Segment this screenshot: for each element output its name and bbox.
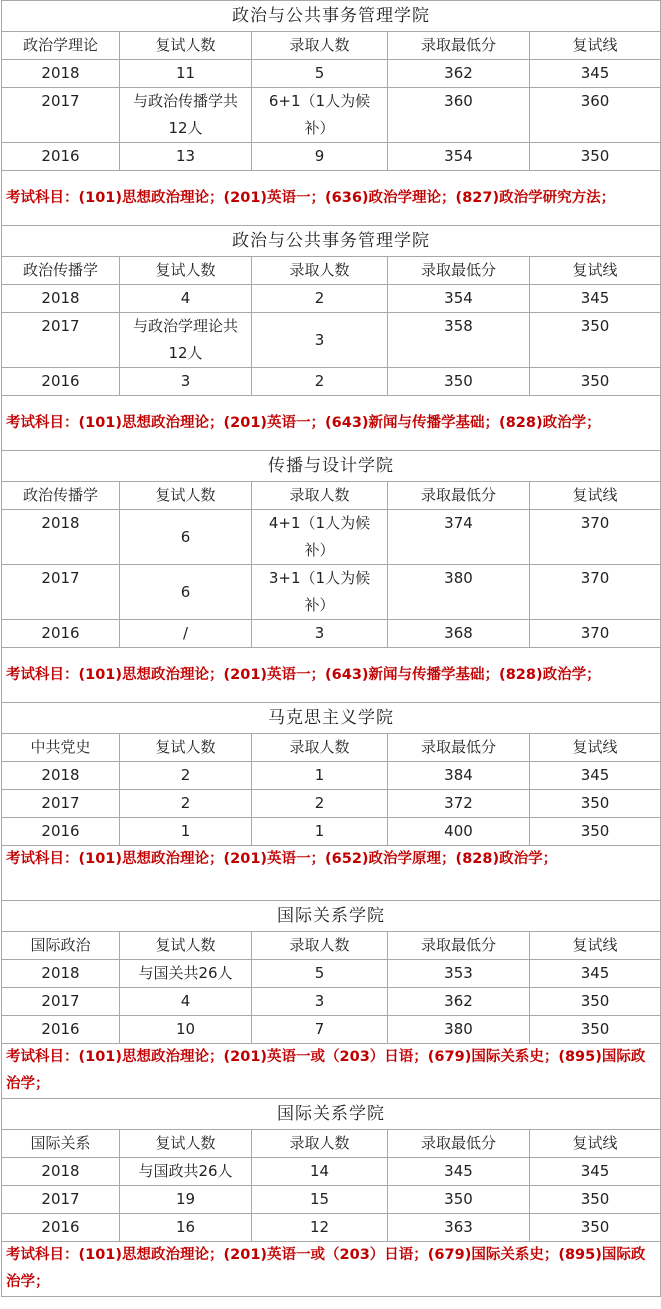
cell-text: 15 (309, 1190, 330, 1208)
data-cell (120, 285, 252, 313)
cell-text: 358 (444, 317, 473, 335)
cell-text: 1 (180, 822, 191, 840)
cell-text: 368 (444, 624, 473, 642)
college-title: 国际关系学院 (2, 1099, 661, 1130)
major-name-header: 政治传播学 (2, 257, 120, 285)
cell-text: 2 (314, 289, 325, 307)
cell-text: 6 (180, 582, 191, 601)
data-cell (252, 790, 388, 818)
data-cell (530, 368, 661, 396)
cell-text: 400 (444, 822, 473, 840)
data-cell (252, 1186, 388, 1214)
section-title-row (2, 451, 661, 482)
year-cell (2, 565, 120, 620)
cell-text: 6 (180, 527, 191, 546)
data-cell (252, 1016, 388, 1044)
cell-text: 7 (314, 1020, 325, 1038)
data-cell (120, 510, 252, 565)
cell-text: 345 (580, 1162, 610, 1180)
cell-text: 2016 (41, 1218, 80, 1236)
cell-text: 384 (444, 766, 473, 784)
year-cell (2, 313, 120, 368)
data-cell (530, 510, 661, 565)
cell-text: 13 (175, 147, 196, 165)
cell-text: 4+1（1人为候补） (268, 514, 371, 559)
data-cell (388, 510, 530, 565)
cell-text: 2017 (41, 794, 80, 812)
cell-text: 345 (580, 766, 610, 784)
cell-text: 2018 (41, 766, 80, 784)
exam-subjects-note: 考试科目：(101)思想政治理论；(201)英语一；(636)政治学理论；(827)政治学研究方法； (2, 171, 661, 226)
data-cell (530, 960, 661, 988)
cell-text: 360 (580, 92, 610, 110)
cell-text: 353 (444, 964, 473, 982)
data-cell (120, 88, 252, 143)
table-row (2, 143, 661, 171)
data-cell (530, 1186, 661, 1214)
data-cell (388, 790, 530, 818)
data-cell (388, 960, 530, 988)
column-header: 录取人数 (252, 932, 388, 960)
table-row (2, 818, 661, 846)
data-cell (388, 1016, 530, 1044)
cell-text: 374 (444, 514, 473, 532)
table-row (2, 565, 661, 620)
data-cell (252, 285, 388, 313)
cell-text: 345 (580, 289, 610, 307)
data-cell (252, 988, 388, 1016)
data-cell (388, 313, 530, 368)
cell-text: 3 (180, 372, 191, 390)
table-row (2, 1158, 661, 1186)
cell-text: 10 (175, 1020, 196, 1038)
column-header: 复试人数 (120, 1130, 252, 1158)
data-cell (530, 88, 661, 143)
data-cell (120, 1016, 252, 1044)
cell-text: 372 (444, 794, 473, 812)
cell-text: 2 (180, 766, 191, 784)
data-cell (388, 88, 530, 143)
cell-text: 16 (175, 1218, 196, 1236)
data-cell (252, 510, 388, 565)
data-cell (530, 285, 661, 313)
data-cell (530, 143, 661, 171)
college-title: 政治与公共事务管理学院 (2, 226, 661, 257)
cell-text: 350 (580, 317, 610, 335)
column-header: 复试线 (530, 734, 661, 762)
data-cell (388, 143, 530, 171)
major-name-header: 中共党史 (2, 734, 120, 762)
table-row (2, 988, 661, 1016)
header-row (2, 932, 661, 960)
table-row (2, 620, 661, 648)
major-name-header: 国际政治 (2, 932, 120, 960)
college-title: 国际关系学院 (2, 901, 661, 932)
cell-text: 2017 (41, 317, 80, 335)
table-row (2, 1016, 661, 1044)
data-cell (388, 988, 530, 1016)
header-row (2, 257, 661, 285)
cell-text: 5 (314, 964, 325, 982)
table-row (2, 285, 661, 313)
column-header: 复试人数 (120, 257, 252, 285)
cell-text: 345 (580, 964, 610, 982)
data-cell (530, 565, 661, 620)
cell-text: 362 (444, 992, 473, 1010)
cell-text: 12 (309, 1218, 330, 1236)
cell-text: 与政治传播学共12人 (132, 92, 238, 137)
section-title-row (2, 226, 661, 257)
year-cell (2, 1214, 120, 1242)
cell-text: 6+1（1人为候补） (268, 92, 371, 137)
table-row (2, 368, 661, 396)
data-cell (388, 285, 530, 313)
cell-text: 14 (309, 1162, 330, 1180)
data-cell (252, 620, 388, 648)
cell-text: 350 (580, 794, 610, 812)
cell-text: 3 (314, 330, 325, 349)
cell-text: 2 (314, 794, 325, 812)
data-cell (530, 1016, 661, 1044)
cell-text: 345 (580, 64, 610, 82)
cell-text: 363 (444, 1218, 473, 1236)
admission-table (1, 0, 661, 1297)
table-row (2, 88, 661, 143)
exam-subjects-row (2, 648, 661, 703)
data-cell (388, 762, 530, 790)
data-cell (530, 60, 661, 88)
cell-text: 2018 (41, 514, 80, 532)
cell-text: 350 (580, 992, 610, 1010)
year-cell (2, 1186, 120, 1214)
cell-text: 2016 (41, 372, 80, 390)
column-header: 复试线 (530, 932, 661, 960)
year-cell (2, 60, 120, 88)
cell-text: 354 (444, 147, 473, 165)
cell-text: 4 (180, 289, 191, 307)
data-cell (388, 565, 530, 620)
data-cell (530, 1214, 661, 1242)
column-header: 复试人数 (120, 482, 252, 510)
cell-text: 350 (580, 1218, 610, 1236)
major-name-header: 国际关系 (2, 1130, 120, 1158)
college-title: 政治与公共事务管理学院 (2, 1, 661, 32)
table-row (2, 762, 661, 790)
header-row (2, 1130, 661, 1158)
cell-text: 350 (580, 1020, 610, 1038)
cell-text: 5 (314, 64, 325, 82)
section-title-row (2, 901, 661, 932)
cell-text: 1 (314, 766, 325, 784)
data-cell (120, 790, 252, 818)
cell-text: 350 (580, 822, 610, 840)
cell-text: 11 (175, 64, 196, 82)
table-row (2, 60, 661, 88)
data-cell (388, 60, 530, 88)
column-header: 录取最低分 (388, 257, 530, 285)
exam-subjects-note: 考试科目：(101)思想政治理论；(201)英语一或（203）日语；(679)国际关系史；(895)国际政治学； (2, 1242, 661, 1297)
data-cell (120, 620, 252, 648)
year-cell (2, 1158, 120, 1186)
cell-text: 2016 (41, 147, 80, 165)
major-name-header: 政治学理论 (2, 32, 120, 60)
data-cell (530, 762, 661, 790)
table-row (2, 1214, 661, 1242)
exam-subjects-note: 考试科目：(101)思想政治理论；(201)英语一；(643)新闻与传播学基础；(828)政治学； (2, 396, 661, 451)
section-title-row (2, 1, 661, 32)
data-cell (530, 818, 661, 846)
table-row (2, 313, 661, 368)
year-cell (2, 1016, 120, 1044)
column-header: 录取人数 (252, 257, 388, 285)
exam-subjects-note: 考试科目：(101)思想政治理论；(201)英语一；(643)新闻与传播学基础；(828)政治学； (2, 648, 661, 703)
data-cell (252, 88, 388, 143)
header-row (2, 32, 661, 60)
column-header: 复试人数 (120, 734, 252, 762)
exam-subjects-row (2, 396, 661, 451)
major-name-header: 政治传播学 (2, 482, 120, 510)
cell-text: 370 (580, 569, 610, 587)
exam-subjects-note: 考试科目：(101)思想政治理论；(201)英语一或（203）日语；(679)国际关系史；(895)国际政治学； (2, 1044, 661, 1099)
column-header: 录取最低分 (388, 482, 530, 510)
data-cell (120, 818, 252, 846)
data-cell (388, 1186, 530, 1214)
cell-text: 与国关共26人 (138, 964, 233, 982)
data-cell (120, 960, 252, 988)
cell-text: 350 (580, 1190, 610, 1208)
college-title: 传播与设计学院 (2, 451, 661, 482)
cell-text: 1 (314, 822, 325, 840)
cell-text: 与国政共26人 (138, 1162, 233, 1180)
cell-text: 4 (180, 992, 191, 1010)
data-cell (530, 313, 661, 368)
data-cell (120, 762, 252, 790)
cell-text: 350 (444, 1190, 473, 1208)
data-cell (388, 1214, 530, 1242)
data-cell (252, 960, 388, 988)
admission-table-body (2, 1, 661, 1297)
data-cell (252, 1214, 388, 1242)
cell-text: 380 (444, 1020, 473, 1038)
year-cell (2, 790, 120, 818)
cell-text: 350 (444, 372, 473, 390)
data-cell (252, 368, 388, 396)
year-cell (2, 285, 120, 313)
year-cell (2, 143, 120, 171)
data-cell (530, 620, 661, 648)
year-cell (2, 368, 120, 396)
data-cell (530, 790, 661, 818)
data-cell (388, 368, 530, 396)
cell-text: 370 (580, 624, 610, 642)
cell-text: 2017 (41, 1190, 80, 1208)
cell-text: 350 (580, 147, 610, 165)
data-cell (120, 1186, 252, 1214)
cell-text: 380 (444, 569, 473, 587)
data-cell (252, 818, 388, 846)
cell-text: 2017 (41, 92, 80, 110)
cell-text: 2 (314, 372, 325, 390)
column-header: 录取最低分 (388, 734, 530, 762)
data-cell (530, 1158, 661, 1186)
exam-subjects-row (2, 846, 661, 901)
data-cell (120, 60, 252, 88)
data-cell (530, 988, 661, 1016)
data-cell (252, 313, 388, 368)
cell-text: 2017 (41, 569, 80, 587)
table-row (2, 1186, 661, 1214)
data-cell (252, 60, 388, 88)
data-cell (388, 818, 530, 846)
cell-text: 2018 (41, 64, 80, 82)
cell-text: / (182, 624, 189, 642)
header-row (2, 734, 661, 762)
year-cell (2, 510, 120, 565)
data-cell (252, 1158, 388, 1186)
table-row (2, 790, 661, 818)
exam-subjects-row (2, 171, 661, 226)
column-header: 录取人数 (252, 734, 388, 762)
section-title-row (2, 703, 661, 734)
data-cell (120, 565, 252, 620)
data-cell (252, 762, 388, 790)
cell-text: 与政治学理论共12人 (132, 317, 238, 362)
column-header: 复试线 (530, 1130, 661, 1158)
year-cell (2, 88, 120, 143)
cell-text: 3 (314, 624, 325, 642)
column-header: 录取人数 (252, 482, 388, 510)
year-cell (2, 960, 120, 988)
year-cell (2, 762, 120, 790)
exam-subjects-row (2, 1242, 661, 1297)
data-cell (120, 368, 252, 396)
cell-text: 19 (175, 1190, 196, 1208)
cell-text: 354 (444, 289, 473, 307)
section-title-row (2, 1099, 661, 1130)
cell-text: 350 (580, 372, 610, 390)
year-cell (2, 620, 120, 648)
cell-text: 2018 (41, 289, 80, 307)
data-cell (120, 1214, 252, 1242)
header-row (2, 482, 661, 510)
cell-text: 2016 (41, 822, 80, 840)
table-row (2, 960, 661, 988)
data-cell (252, 143, 388, 171)
cell-text: 3+1（1人为候补） (268, 569, 371, 614)
column-header: 录取人数 (252, 32, 388, 60)
column-header: 复试人数 (120, 32, 252, 60)
column-header: 录取最低分 (388, 932, 530, 960)
year-cell (2, 818, 120, 846)
column-header: 复试线 (530, 482, 661, 510)
data-cell (252, 565, 388, 620)
cell-text: 2016 (41, 624, 80, 642)
cell-text: 3 (314, 992, 325, 1010)
data-cell (120, 143, 252, 171)
data-cell (120, 1158, 252, 1186)
cell-text: 2018 (41, 1162, 80, 1180)
column-header: 录取人数 (252, 1130, 388, 1158)
column-header: 录取最低分 (388, 1130, 530, 1158)
cell-text: 345 (444, 1162, 473, 1180)
cell-text: 2 (180, 794, 191, 812)
cell-text: 362 (444, 64, 473, 82)
data-cell (388, 620, 530, 648)
column-header: 复试人数 (120, 932, 252, 960)
data-cell (120, 313, 252, 368)
data-cell (388, 1158, 530, 1186)
column-header: 复试线 (530, 257, 661, 285)
cell-text: 360 (444, 92, 473, 110)
exam-subjects-row (2, 1044, 661, 1099)
column-header: 复试线 (530, 32, 661, 60)
column-header: 录取最低分 (388, 32, 530, 60)
data-cell (120, 988, 252, 1016)
college-title: 马克思主义学院 (2, 703, 661, 734)
cell-text: 2017 (41, 992, 80, 1010)
cell-text: 2018 (41, 964, 80, 982)
cell-text: 9 (314, 147, 325, 165)
exam-subjects-note: 考试科目：(101)思想政治理论；(201)英语一；(652)政治学原理；(828)政治学； (2, 846, 661, 901)
cell-text: 370 (580, 514, 610, 532)
cell-text: 2016 (41, 1020, 80, 1038)
year-cell (2, 988, 120, 1016)
table-row (2, 510, 661, 565)
